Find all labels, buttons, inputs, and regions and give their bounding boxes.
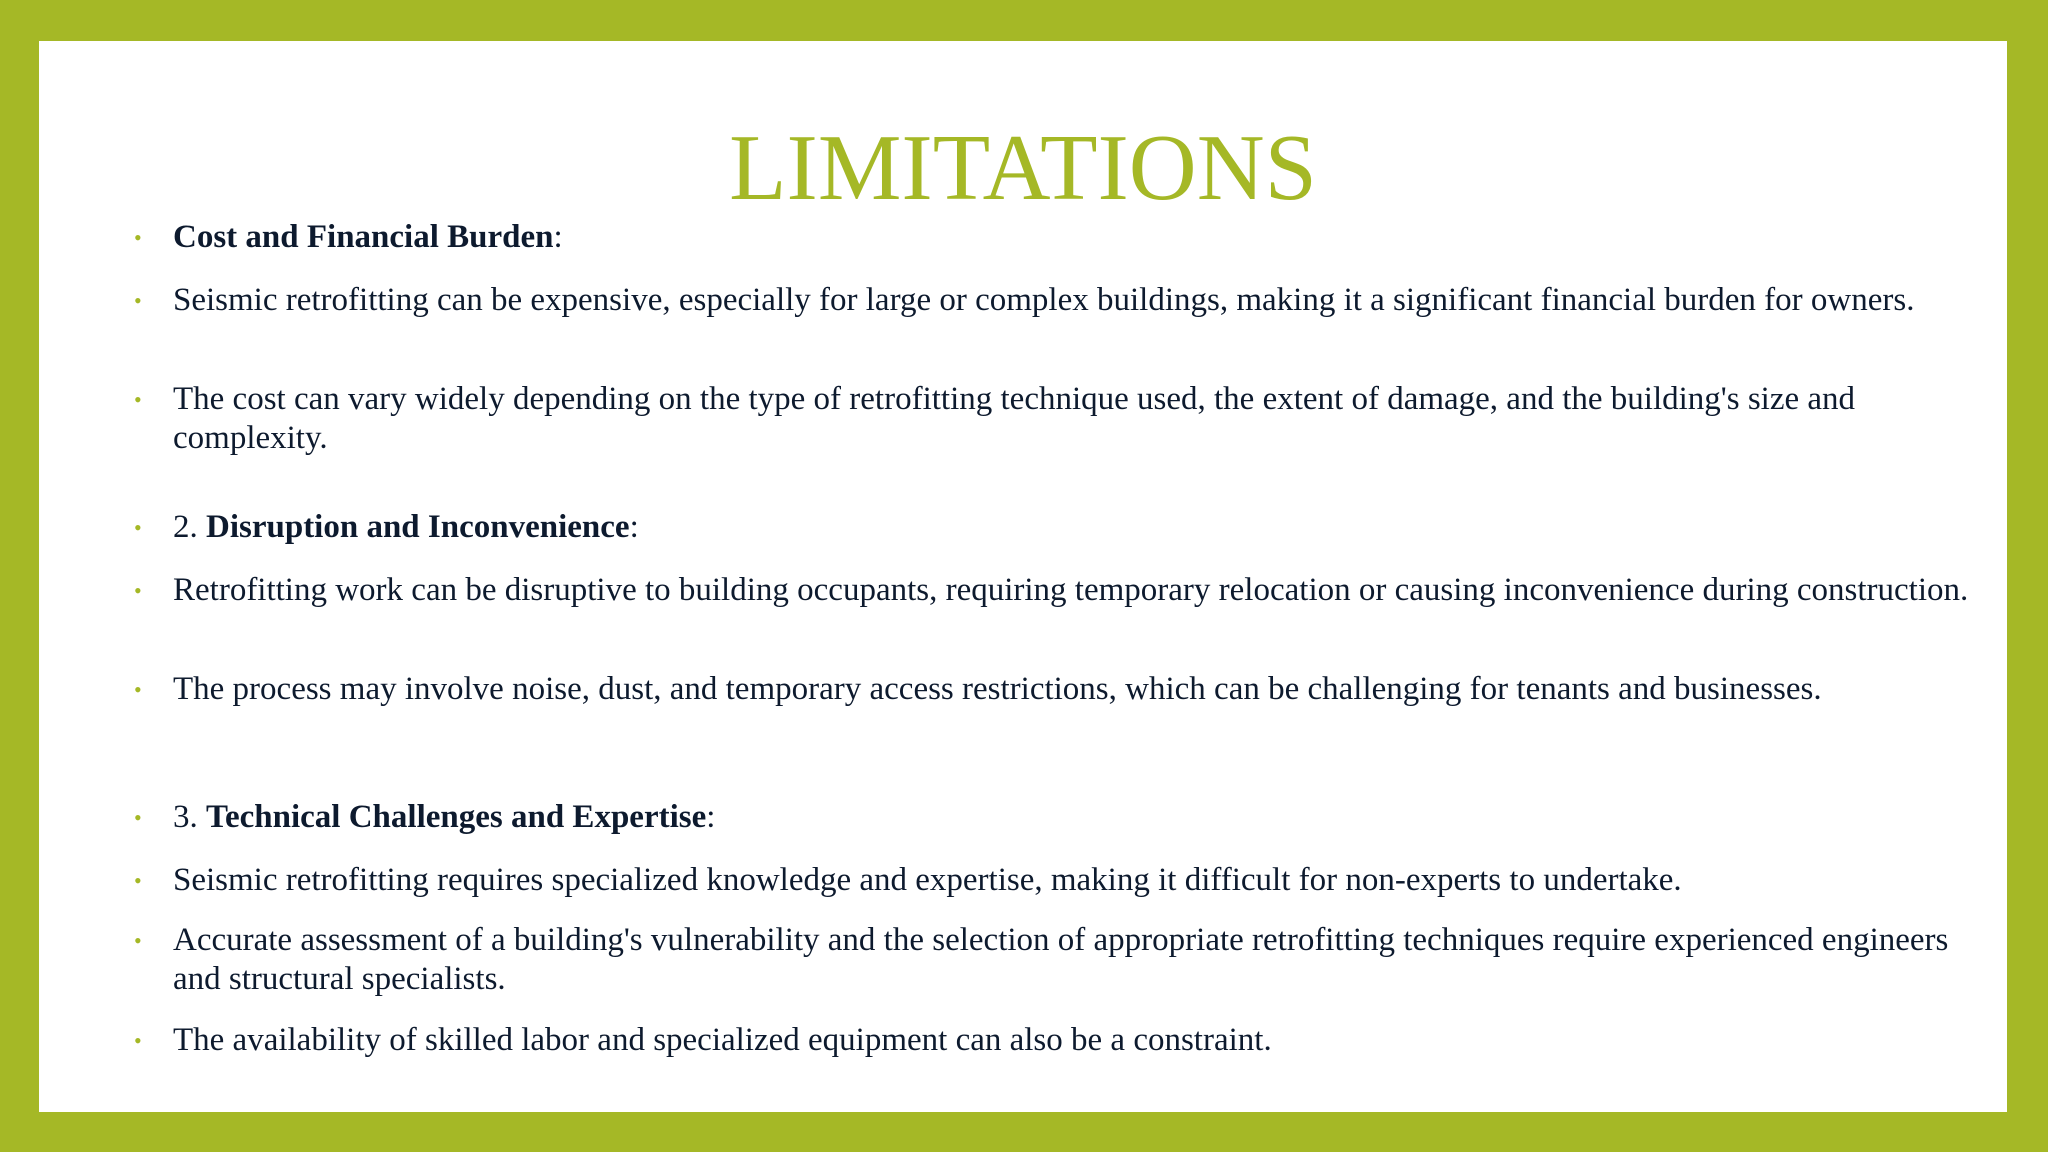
bullet-heading-text: Technical Challenges and Expertise <box>206 799 707 835</box>
bullet-marker: • <box>134 928 142 953</box>
bullet-item <box>134 861 1984 900</box>
bullet-marker: • <box>134 515 142 540</box>
slide-title: LIMITATIONS <box>729 116 1317 220</box>
bullet-marker: • <box>134 1028 142 1053</box>
bullet-text: The cost can vary widely depending on the type of retrofitting technique used, the extent of damage, and the building's size and complexity. <box>173 381 1856 456</box>
bullet-item <box>134 380 1984 458</box>
bullet-text: Accurate assessment of a building's vulnerability and the selection of appropriate retrofitting techniques require experienced engineers and structural specialists. <box>173 922 1949 997</box>
bullet-marker: • <box>134 868 142 893</box>
bullet-marker: • <box>134 225 142 250</box>
bullet-marker: • <box>134 288 142 313</box>
bullet-item <box>134 921 1984 999</box>
bullet-heading-text: Disruption and Inconvenience <box>206 509 630 545</box>
bullet-suffix: : <box>706 799 716 835</box>
bullet-prefix: 3. <box>173 799 206 835</box>
bullet-text: Seismic retrofitting can be expensive, especially for large or complex buildings, making it a significant financial burden for owners. <box>173 282 1915 318</box>
bullet-suffix: : <box>629 509 639 545</box>
bullet-heading-technical <box>134 798 1984 837</box>
bullet-item <box>134 670 1984 709</box>
bullet-suffix: : <box>553 219 563 255</box>
slide <box>39 41 2007 1112</box>
bullet-marker: • <box>134 805 142 830</box>
bullet-heading-text: Cost and Financial Burden <box>173 219 554 255</box>
bullet-prefix: 2. <box>173 509 206 545</box>
bullet-heading-disruption <box>134 508 1984 547</box>
bullet-text: The availability of skilled labor and specialized equipment can also be a constraint. <box>173 1022 1272 1058</box>
bullet-item <box>134 1021 1984 1060</box>
bullet-marker: • <box>134 387 142 412</box>
bullet-heading-cost <box>134 218 1984 257</box>
bullet-item <box>134 571 1984 610</box>
bullet-item <box>134 281 1984 320</box>
bullet-text: The process may involve noise, dust, and temporary access restrictions, which can be challenging for tenants and businesses. <box>173 671 1822 707</box>
bullet-text: Retrofitting work can be disruptive to building occupants, requiring temporary relocation or causing inconvenience during construction. <box>173 572 1969 608</box>
bullet-marker: • <box>134 677 142 702</box>
bullet-list <box>39 41 2007 1112</box>
bullet-text: Seismic retrofitting requires specialized knowledge and expertise, making it difficult for non-experts to undertake. <box>173 862 1682 898</box>
bullet-marker: • <box>134 578 142 603</box>
